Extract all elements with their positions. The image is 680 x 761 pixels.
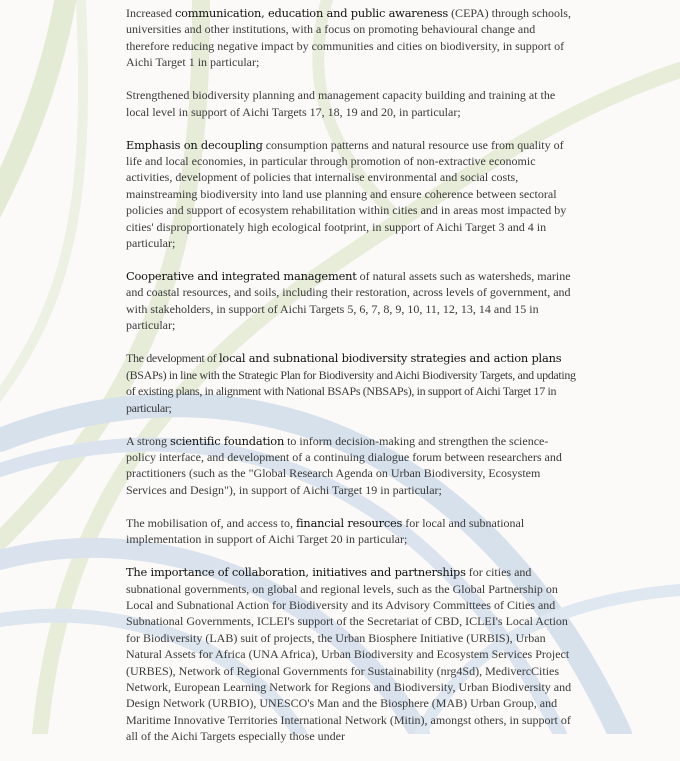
paragraph-scientific-foundation: A strong scientific foundation to inform decision-making and strengthen the science-policy interface, and development of a continuing dialogue forum between researchers and practitioners (such as the "Global Research Agenda on Urban Biodiversity, Ecosystem Services and Design"), in support of Aichi Target 19 in particular; <box>126 433 562 497</box>
paragraph-cepa: Increased communication, education and public awareness (CEPA) through schools, universities and other institutions, with a focus on promoting behavioural change and therefore reducing negative impact by communities and cities on biodiversity, in support of Aichi Target 1 in particular; <box>126 6 571 70</box>
emphasis-phrase: scientific foundation <box>170 433 285 448</box>
document-body <box>126 5 578 761</box>
emphasis-phrase: communication, education and public awareness <box>174 6 449 20</box>
paragraph-financial-resources: The mobilisation of, and access to, financial resources for local and subnational implementation in support of Aichi Target 20 in particular; <box>126 515 525 547</box>
paragraph-decoupling: Emphasis on decoupling consumption patterns and natural resource use from quality of life and local economies, in particular through promotion of non-extractive economic activities, development of policies that internalise environmental and social costs, mainstreaming biodiversity into land use planning and ensure coherence between sectoral policies and support of ecosystem rehabilitation within cities and in areas most impacted by cities' disproportionately high ecological footprint, in support of Aichi Target 3 and 4 in particular; <box>126 137 567 251</box>
emphasis-phrase: Emphasis on decoupling <box>126 137 263 152</box>
emphasis-phrase: financial resources <box>295 515 403 530</box>
paragraph-integrated-management: Cooperative and integrated management of natural assets such as watersheds, marine and coastal resources, and soils, including their restoration, across levels of government, and with stakeholders, in support of Aichi Targets 5, 6, 7, 8, 9, 10, 11, 12, 13, 14 and 15 in particular; <box>126 269 571 333</box>
emphasis-phrase: The importance of collaboration, initiatives and partnerships <box>126 565 466 580</box>
green-arc-large <box>0 0 76 250</box>
paragraph-capacity-building: Strengthened biodiversity planning and management capacity building and training at the local level in support of Aichi Targets 17, 18, 19 and 20, in particular; <box>126 88 556 119</box>
emphasis-phrase: Cooperative and integrated management <box>126 269 357 284</box>
paragraph-collaboration: The importance of collaboration, initiatives and partnerships for cities and subnational governments, on global and regional levels, such as the Global Partnership on Local and Subnational Action for Biodiversity and its Advisory Committees of Cities and Subnational Governments, ICLEI's support of the Secretariat of CBD, ICLEI's Local Action for Biodiversity (LAB) suit of projects, the Urban Biosphere Initiative (URBIS), Urban Natural Assets for Africa (UNA Africa), Urban Biodiversity and Ecosystem Services Project (URBES), Network of Regional Governments for Sustainability (nrg4Sd), MedivercCities Network, European Learning Network for Regions and Biodiversity, Urban Biodiversity and Design Network (URBIO), UNESCO's Man and the Biosphere (MAB) Urban Group, and Maritime Innovative Territories International Network (Mitin), amongst others, in support of all of the Aichi Targets especially those under <box>126 565 572 744</box>
paragraph-bsaps: The development of local and subnational biodiversity strategies and action plans (BSAPs) in line with the Strategic Plan for Biodiversity and Aichi Biodiversity Targets, and updating of existing plans, in alignment with National BSAPs (NBSAPs), in support of Aichi Target 17 in particular; <box>126 351 576 415</box>
emphasis-phrase: local and subnational biodiversity strategies and action plans <box>218 351 562 366</box>
